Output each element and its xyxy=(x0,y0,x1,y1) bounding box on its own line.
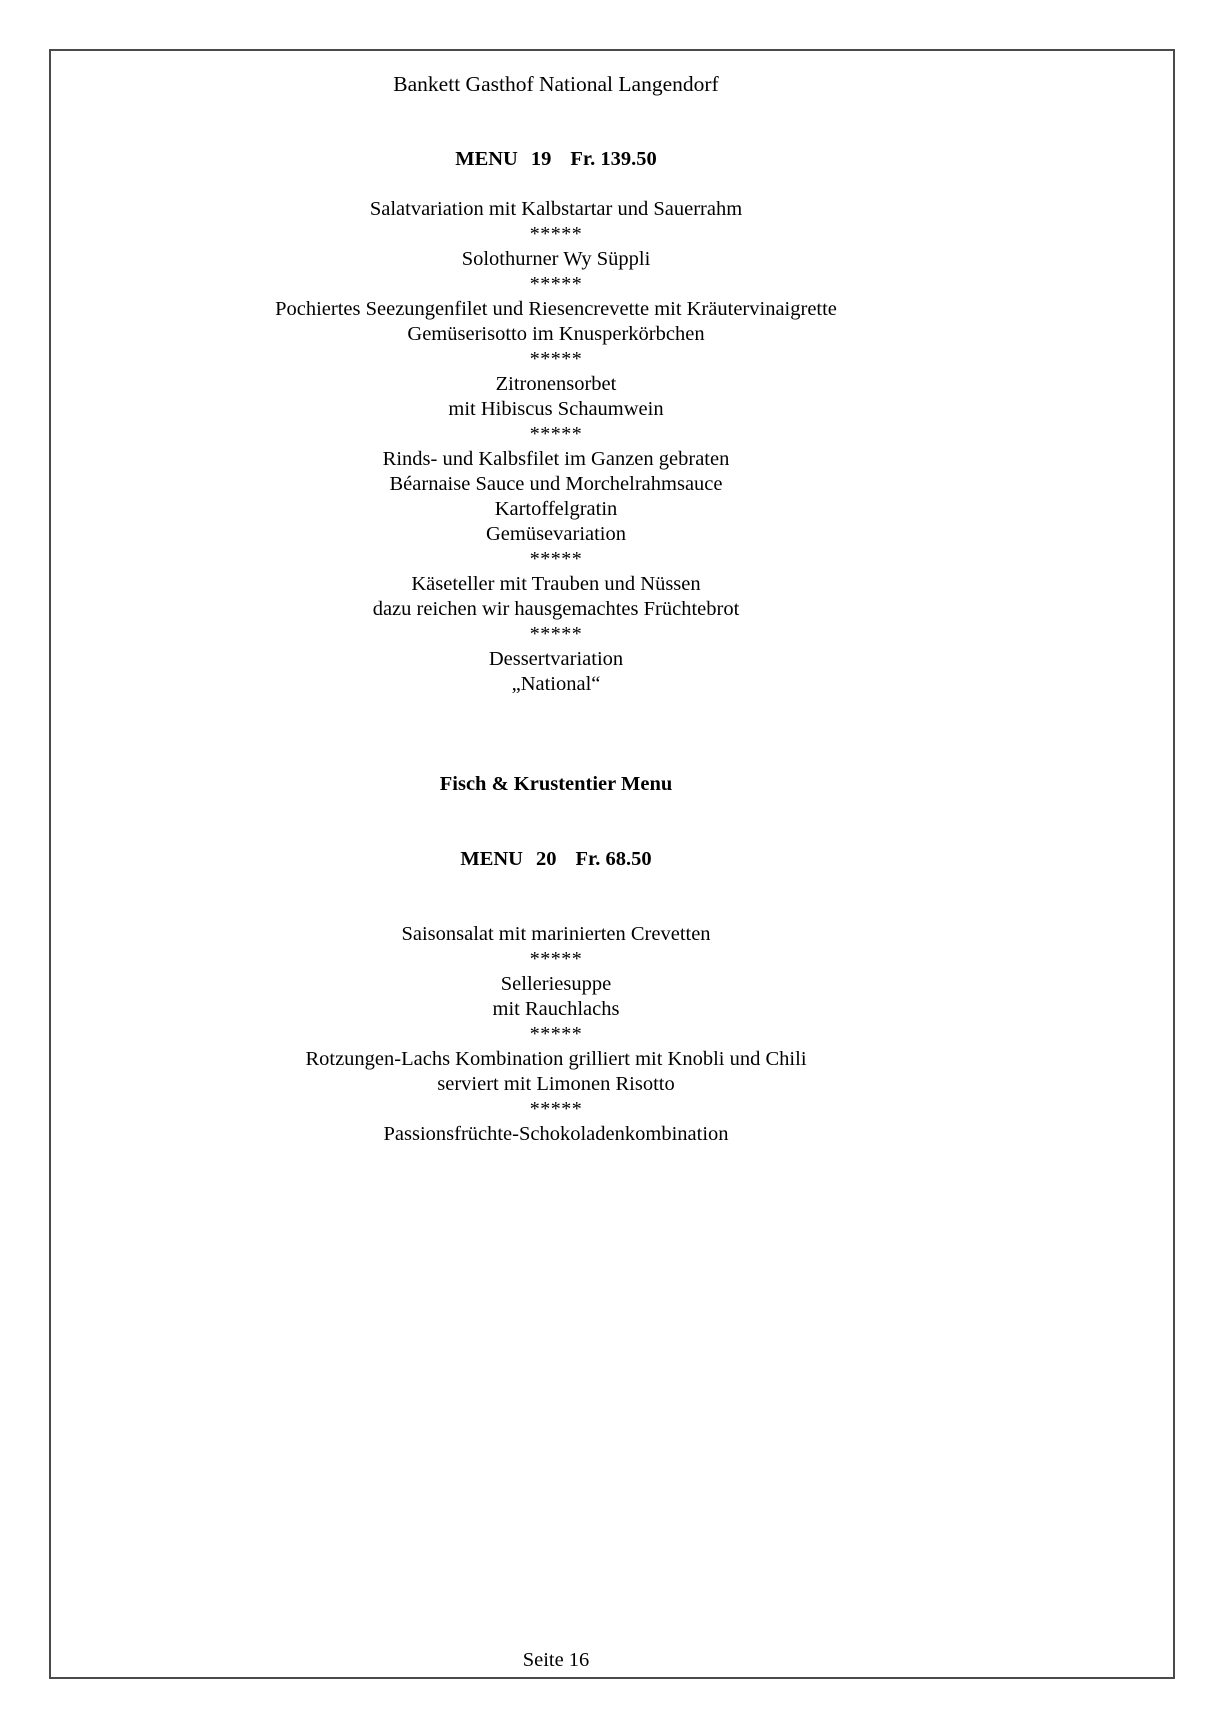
course-separator: ***** xyxy=(529,273,583,295)
course-line: Kartoffelgratin xyxy=(494,498,618,520)
menu19-number: 19 xyxy=(530,148,552,170)
course-line: Gemüserisotto im Knusperkörbchen xyxy=(407,323,705,345)
course-line: Zitronensorbet xyxy=(495,373,617,395)
course-separator: ***** xyxy=(529,223,583,245)
fish-section-title: Fisch & Krustentier Menu xyxy=(439,773,673,795)
menu19-title xyxy=(51,147,1061,172)
menu20-label: MENU xyxy=(460,848,523,870)
course-line: Käseteller mit Trauben und Nüssen xyxy=(411,573,701,595)
course-line: Selleriesuppe xyxy=(500,973,612,995)
course-line: Dessertvariation xyxy=(488,648,624,670)
course-line: serviert mit Limonen Risotto xyxy=(437,1073,675,1095)
course-line: Solothurner Wy Süppli xyxy=(461,248,651,270)
course-separator: ***** xyxy=(529,348,583,370)
course-separator: ***** xyxy=(529,948,583,970)
course-separator: ***** xyxy=(529,423,583,445)
course-line: Pochiertes Seezungenfilet und Riesencrevette mit Kräutervinaigrette xyxy=(275,298,837,320)
course-separator: ***** xyxy=(529,1098,583,1120)
menu20-price: Fr. 68.50 xyxy=(575,848,652,870)
menu19-label: MENU xyxy=(455,148,518,170)
course-separator: ***** xyxy=(529,548,583,570)
course-separator: ***** xyxy=(529,623,583,645)
course-separator: ***** xyxy=(529,1023,583,1045)
course-line: Rinds- und Kalbsfilet im Ganzen gebraten xyxy=(382,448,730,470)
menu-content xyxy=(51,72,1061,1147)
menu20-number: 20 xyxy=(536,848,557,870)
course-line: Béarnaise Sauce und Morchelrahmsauce xyxy=(389,473,723,495)
page-title: Bankett Gasthof National Langendorf xyxy=(393,72,719,96)
course-line: Passionsfrüchte-Schokoladenkombination xyxy=(383,1123,729,1145)
course-line: Gemüsevariation xyxy=(485,523,627,545)
course-line: „National“ xyxy=(511,673,601,695)
menu-page xyxy=(49,49,1175,1679)
course-line: Salatvariation mit Kalbstartar und Sauerrahm xyxy=(369,198,743,220)
menu19-price: Fr. 139.50 xyxy=(570,148,657,170)
page-footer: Seite 16 xyxy=(522,1649,590,1671)
course-line: dazu reichen wir hausgemachtes Früchtebrot xyxy=(372,598,740,620)
course-line: Rotzungen-Lachs Kombination grilliert mit Knobli und Chili xyxy=(305,1048,807,1070)
course-line: Saisonsalat mit marinierten Crevetten xyxy=(401,923,711,945)
course-line: mit Hibiscus Schaumwein xyxy=(448,398,664,420)
menu20-title xyxy=(51,847,1061,872)
course-line: mit Rauchlachs xyxy=(492,998,620,1020)
